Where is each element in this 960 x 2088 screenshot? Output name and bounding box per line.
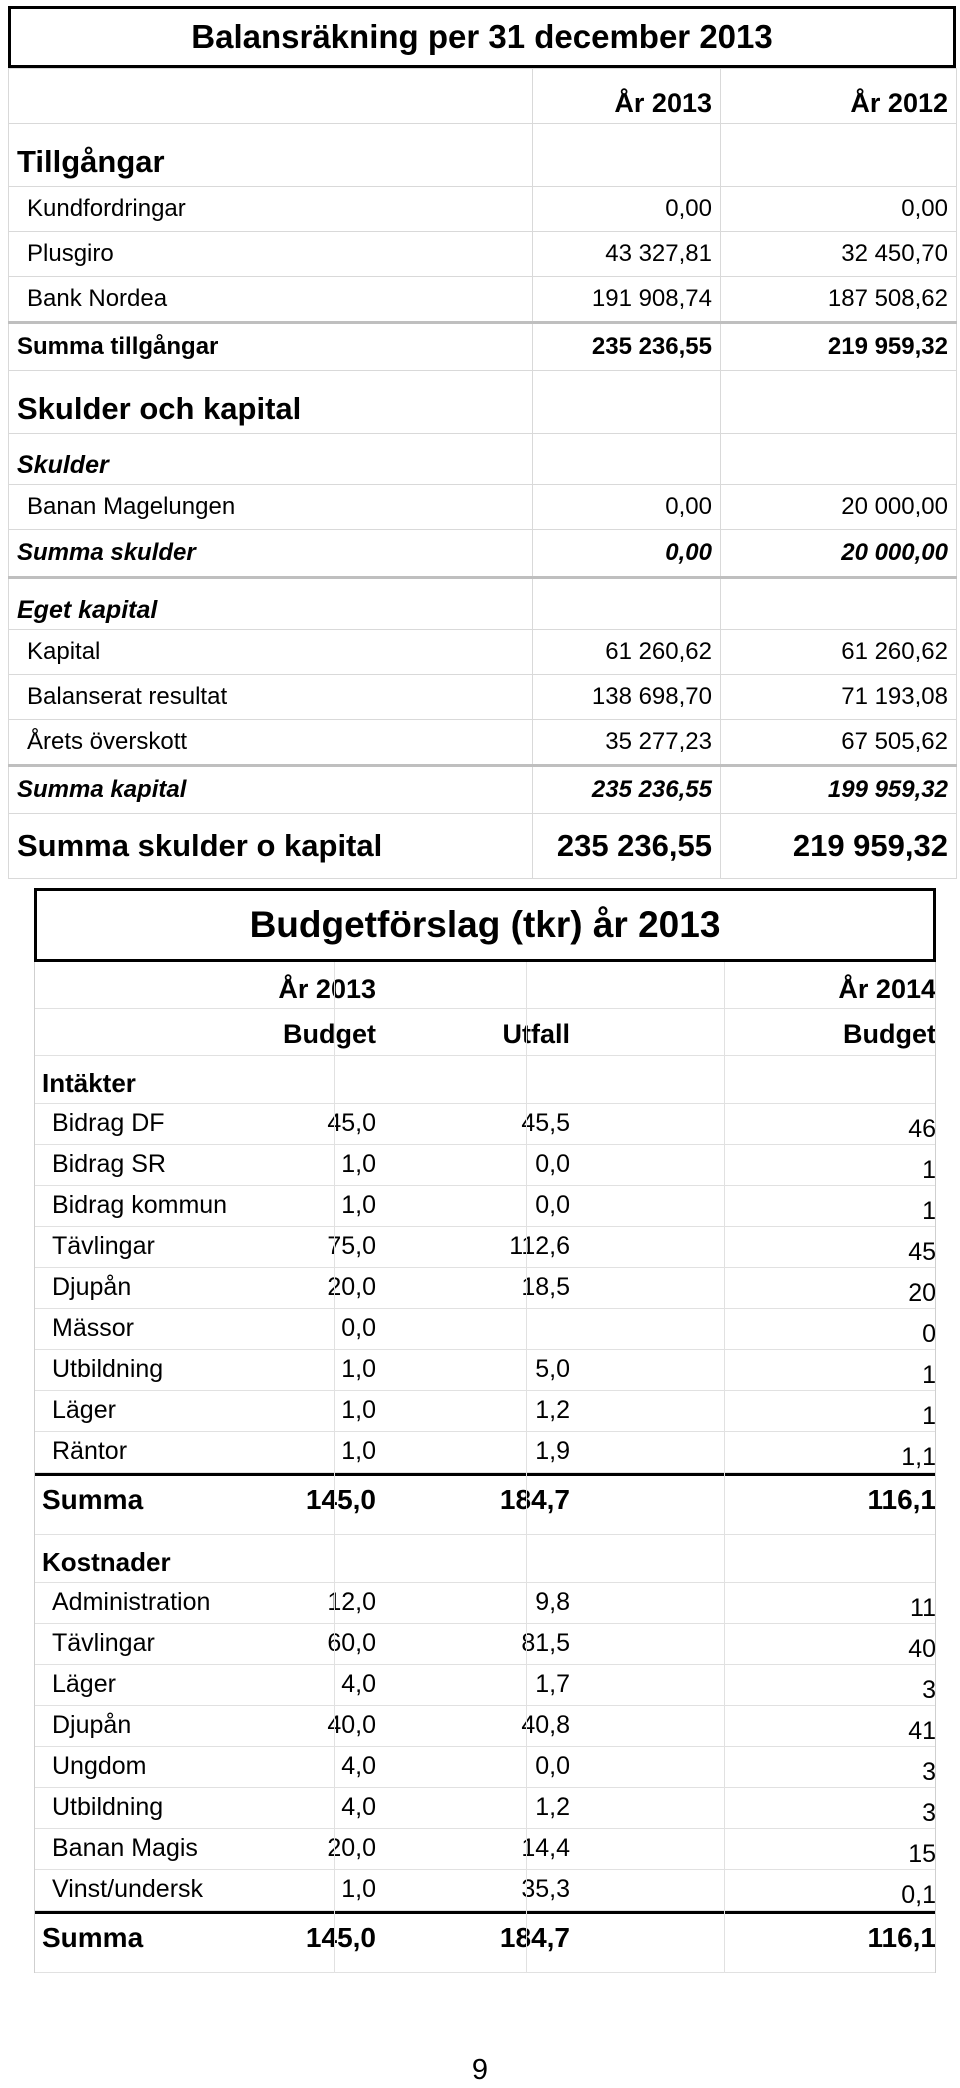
year-header-row bbox=[9, 69, 957, 124]
table-row: Kapital 61 260,62 61 260,62 bbox=[9, 630, 957, 675]
balance-table bbox=[8, 68, 957, 879]
outcome-2013-value: 112,6 bbox=[509, 1232, 570, 1260]
budget-2013-value: 45,0 bbox=[327, 1109, 376, 1137]
outcome-2013-value: 1,2 bbox=[535, 1793, 570, 1821]
table-row bbox=[34, 1227, 936, 1268]
outcome-2013-value: 1,9 bbox=[535, 1437, 570, 1465]
budget-2014-value: 40 bbox=[908, 1635, 936, 1663]
grid-line bbox=[34, 962, 35, 1973]
costs-sum-label: Summa bbox=[42, 1922, 144, 1953]
budget-2013-value: 1,0 bbox=[341, 1355, 376, 1383]
table-row bbox=[34, 1788, 936, 1829]
table-row bbox=[34, 1665, 936, 1706]
grid-line bbox=[334, 962, 335, 1973]
row-label: Vinst/undersk bbox=[52, 1875, 204, 1903]
outcome-2013-value: 0,0 bbox=[535, 1150, 570, 1178]
budget-2014-value: 1,1 bbox=[901, 1443, 936, 1471]
budget-2013-value: 4,0 bbox=[341, 1670, 376, 1698]
budget-2013-value: 1,0 bbox=[341, 1191, 376, 1219]
budget-2014-header: Budget bbox=[843, 1019, 936, 1049]
row-label: Djupån bbox=[52, 1273, 132, 1301]
budget-2014-value: 11 bbox=[910, 1594, 936, 1622]
budget-2014-value: 3 bbox=[922, 1799, 936, 1827]
page-number: 9 bbox=[471, 2054, 489, 2086]
table-row bbox=[34, 1350, 936, 1391]
liabilities-sum-row: Summa skulder 0,00 20 000,00 bbox=[9, 530, 957, 578]
table-row bbox=[34, 1624, 936, 1665]
income-heading-row bbox=[34, 1056, 936, 1104]
budget-2014-sum: 116,1 bbox=[867, 1922, 936, 1953]
budget-2014-value: 46 bbox=[908, 1115, 936, 1143]
outcome-2013-header: Utfall bbox=[502, 1019, 570, 1049]
equity-subheading-row: Eget kapital bbox=[9, 578, 957, 630]
table-row bbox=[34, 1104, 936, 1145]
row-label: Räntor bbox=[52, 1437, 128, 1465]
table-row: Banan Magelungen 0,00 20 000,00 bbox=[9, 485, 957, 530]
costs-heading-row bbox=[34, 1535, 936, 1583]
budget-2013-value: 4,0 bbox=[341, 1752, 376, 1780]
assets-sum-row: Summa tillgångar 235 236,55 219 959,32 bbox=[9, 323, 957, 371]
outcome-2013-sum: 184,7 bbox=[499, 1922, 570, 1953]
budget-2013-value: 40,0 bbox=[327, 1711, 376, 1739]
budget-2013-value: 1,0 bbox=[341, 1150, 376, 1178]
budget-2013-value: 1,0 bbox=[341, 1437, 376, 1465]
header-blank-cell bbox=[9, 69, 533, 124]
table-row bbox=[34, 1747, 936, 1788]
budget-2013-value: 20,0 bbox=[327, 1834, 376, 1862]
table-row bbox=[34, 1145, 936, 1186]
year-2014-header: År 2014 bbox=[838, 974, 936, 1004]
budget-2014-value: 41 bbox=[908, 1717, 936, 1745]
grand-total-row: Summa skulder o kapital 235 236,55 219 959,32 bbox=[9, 814, 957, 879]
row-label: Djupån bbox=[52, 1711, 132, 1739]
outcome-2013-value: 0,0 bbox=[535, 1752, 570, 1780]
budget-title: Budgetförslag (tkr) år 2013 bbox=[34, 888, 936, 962]
grid-line bbox=[724, 962, 725, 1973]
row-label: Utbildning bbox=[52, 1793, 164, 1821]
row-label: Bidrag DF bbox=[52, 1109, 165, 1137]
row-label: Banan Magis bbox=[52, 1834, 198, 1862]
table-row: Plusgiro 43 327,81 32 450,70 bbox=[9, 232, 957, 277]
income-sum-row bbox=[34, 1473, 936, 1535]
outcome-2013-value: 0,0 bbox=[535, 1191, 570, 1219]
budget-table bbox=[34, 962, 936, 1973]
budget-2014-value: 1 bbox=[922, 1197, 936, 1225]
budget-2014-value: 3 bbox=[922, 1676, 936, 1704]
outcome-2013-value: 40,8 bbox=[521, 1711, 570, 1739]
table-row bbox=[34, 1706, 936, 1747]
outcome-2013-value: 9,8 bbox=[535, 1588, 570, 1616]
row-label: Bidrag kommun bbox=[52, 1191, 228, 1219]
year-2012-header: År 2012 bbox=[721, 69, 957, 124]
table-row bbox=[34, 1583, 936, 1624]
outcome-2013-value: 81,5 bbox=[521, 1629, 570, 1657]
budget-2014-value: 1 bbox=[922, 1156, 936, 1184]
budget-2013-value: 12,0 bbox=[327, 1588, 376, 1616]
budget-2013-header: Budget bbox=[283, 1019, 376, 1049]
row-label: Utbildning bbox=[52, 1355, 164, 1383]
budget-2013-value: 4,0 bbox=[341, 1793, 376, 1821]
row-label: Läger bbox=[52, 1670, 116, 1698]
assets-heading-row bbox=[9, 124, 957, 187]
table-row: Bank Nordea 191 908,74 187 508,62 bbox=[9, 277, 957, 323]
outcome-2013-value: 35,3 bbox=[521, 1875, 570, 1903]
budget-column-header-row bbox=[34, 1009, 936, 1056]
table-row: Årets överskott 35 277,23 67 505,62 bbox=[9, 720, 957, 766]
budget-2013-value: 1,0 bbox=[341, 1396, 376, 1424]
budget-2014-value: 15 bbox=[908, 1840, 936, 1868]
budget-2013-sum: 145,0 bbox=[305, 1922, 376, 1953]
liabilities-subheading-row: Skulder bbox=[9, 434, 957, 485]
assets-heading: Tillgångar bbox=[9, 124, 533, 187]
budget-2013-value: 20,0 bbox=[327, 1273, 376, 1301]
outcome-2013-value: 18,5 bbox=[521, 1273, 570, 1301]
budget-2013-value: 1,0 bbox=[341, 1875, 376, 1903]
table-row bbox=[34, 1870, 936, 1911]
table-row bbox=[34, 1268, 936, 1309]
balance-sheet bbox=[8, 6, 956, 879]
budget-2014-value: 0,1 bbox=[901, 1881, 936, 1909]
table-row bbox=[34, 1432, 936, 1473]
budget-2014-value: 20 bbox=[908, 1279, 936, 1307]
row-label: Mässor bbox=[52, 1314, 134, 1342]
outcome-2013-value: 1,7 bbox=[535, 1670, 570, 1698]
costs-heading: Kostnader bbox=[42, 1547, 171, 1577]
income-sum-label: Summa bbox=[42, 1484, 144, 1515]
budget-2013-value: 75,0 bbox=[327, 1232, 376, 1260]
row-label: Administration bbox=[52, 1588, 211, 1616]
liabilities-equity-heading: Skulder och kapital bbox=[9, 371, 533, 434]
year-2013-header: År 2013 bbox=[278, 974, 376, 1004]
outcome-2013-value: 5,0 bbox=[535, 1355, 570, 1383]
equity-sum-row: Summa kapital 235 236,55 199 959,32 bbox=[9, 766, 957, 814]
budget-2013-value: 0,0 bbox=[341, 1314, 376, 1342]
row-label: Läger bbox=[52, 1396, 116, 1424]
table-row: Balanserat resultat 138 698,70 71 193,08 bbox=[9, 675, 957, 720]
budget-year-header-row bbox=[34, 962, 936, 1009]
budget-2013-value: 60,0 bbox=[327, 1629, 376, 1657]
budget-2013-sum: 145,0 bbox=[305, 1484, 376, 1515]
table-row bbox=[34, 1391, 936, 1432]
budget-2014-value: 1 bbox=[922, 1361, 936, 1389]
budget-2014-value: 3 bbox=[922, 1758, 936, 1786]
table-row bbox=[34, 1186, 936, 1227]
row-label: Tävlingar bbox=[52, 1232, 155, 1260]
table-row: Kundfordringar 0,00 0,00 bbox=[9, 187, 957, 232]
outcome-2013-value: 45,5 bbox=[521, 1109, 570, 1137]
row-label: Tävlingar bbox=[52, 1629, 155, 1657]
budget-2014-value: 0 bbox=[922, 1320, 936, 1348]
year-2013-header: År 2013 bbox=[533, 69, 721, 124]
balance-sheet-title: Balansräkning per 31 december 2013 bbox=[8, 6, 956, 68]
budget-2014-value: 45 bbox=[908, 1238, 936, 1266]
grid-line bbox=[526, 962, 527, 1973]
table-row bbox=[34, 1309, 936, 1350]
costs-sum-row bbox=[34, 1911, 936, 1973]
income-heading: Intäkter bbox=[42, 1068, 136, 1098]
row-label: Ungdom bbox=[52, 1752, 147, 1780]
outcome-2013-value: 14,4 bbox=[521, 1834, 570, 1862]
budget-2014-value: 1 bbox=[922, 1402, 936, 1430]
outcome-2013-sum: 184,7 bbox=[499, 1484, 570, 1515]
table-row bbox=[34, 1829, 936, 1870]
outcome-2013-value: 1,2 bbox=[535, 1396, 570, 1424]
liabilities-equity-heading-row bbox=[9, 371, 957, 434]
row-label: Bidrag SR bbox=[52, 1150, 166, 1178]
grid-line bbox=[935, 962, 936, 1973]
budget-2014-sum: 116,1 bbox=[867, 1484, 936, 1515]
